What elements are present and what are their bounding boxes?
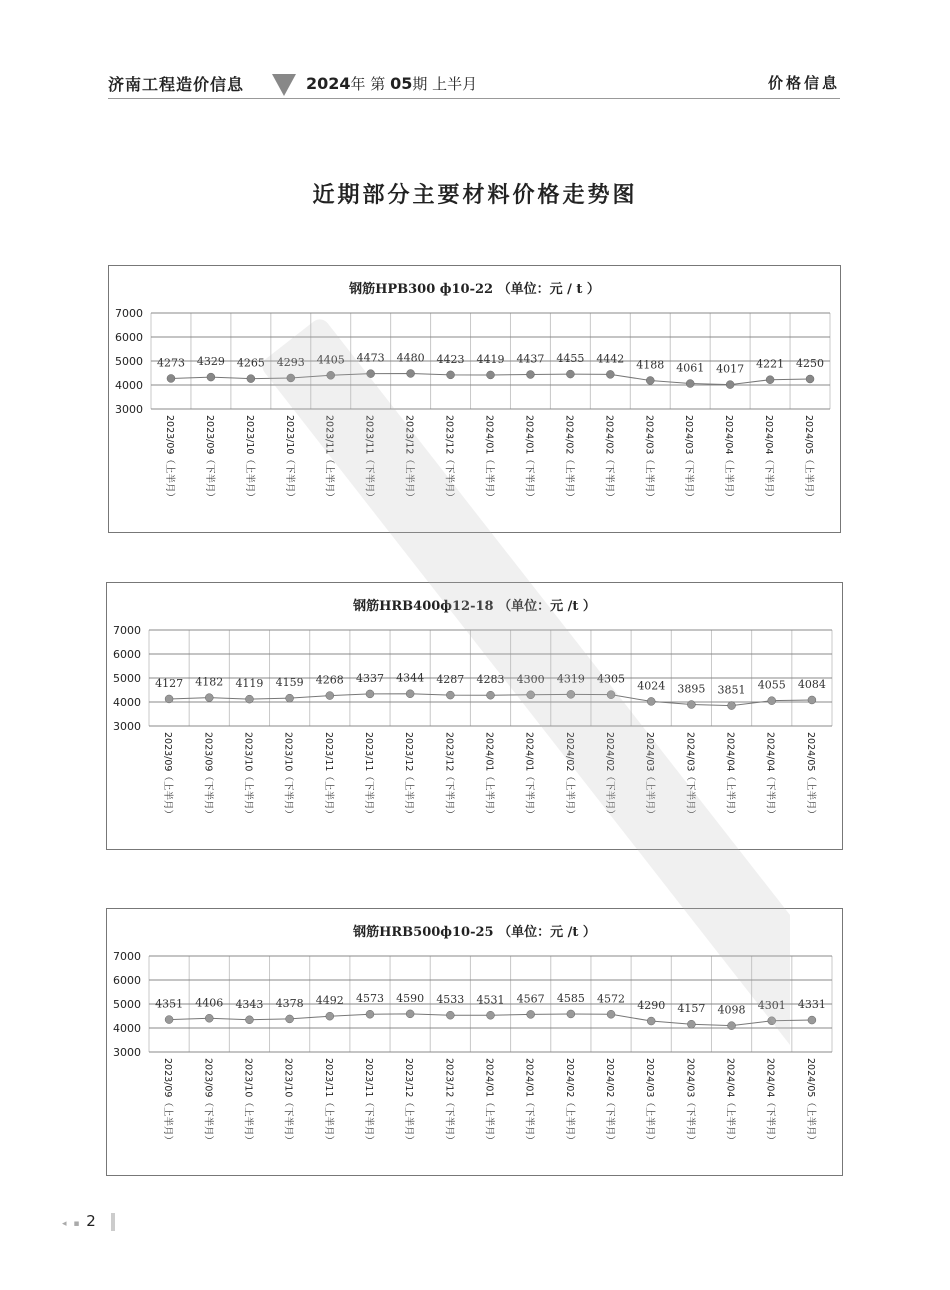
x-tick-label: 2024/02（上半月） [563, 732, 575, 819]
x-tick-label: 2023/10（上半月） [242, 732, 254, 819]
x-tick-label: 2023/09（下半月） [203, 415, 215, 502]
x-tick-label: 2024/03（上半月） [643, 415, 655, 502]
x-tick-label: 2023/09（上半月） [162, 1058, 174, 1145]
data-point [768, 1017, 776, 1025]
data-label: 4221 [756, 357, 785, 371]
data-point [526, 371, 534, 379]
page-title: 近期部分主要材料价格走势图 [312, 182, 638, 208]
x-tick-label: 2024/02（上半月） [563, 1058, 575, 1145]
data-label: 4531 [476, 993, 505, 1007]
data-point [607, 691, 615, 699]
data-point [487, 691, 495, 699]
x-tick-label: 2024/03（上半月） [644, 1058, 656, 1145]
x-tick-label: 2024/04（下半月） [763, 415, 775, 502]
y-tick-label: 5000 [113, 998, 141, 1011]
x-tick-label: 2023/11（下半月） [362, 732, 374, 819]
data-point [687, 701, 695, 709]
data-label: 4331 [797, 998, 826, 1012]
data-label: 4188 [636, 358, 665, 372]
data-label: 4329 [196, 355, 225, 369]
y-tick-label: 7000 [115, 307, 143, 320]
data-label: 4423 [436, 352, 465, 366]
data-label: 4585 [556, 991, 585, 1005]
data-point [447, 371, 455, 379]
x-tick-label: 2024/05（上半月） [803, 415, 815, 502]
data-point [607, 1010, 615, 1018]
data-point [406, 690, 414, 698]
data-point [808, 696, 816, 704]
x-tick-label: 2023/11（上半月） [323, 415, 335, 502]
data-point [646, 376, 654, 384]
x-tick-label: 2024/01（下半月） [523, 732, 535, 819]
x-tick-label: 2023/12（下半月） [443, 732, 455, 819]
data-point [247, 375, 255, 383]
y-tick-label: 3000 [113, 1046, 141, 1059]
issue-info [306, 73, 477, 94]
data-label: 4405 [316, 353, 345, 367]
data-point [766, 376, 774, 384]
data-point [165, 1016, 173, 1024]
y-tick-label: 3000 [113, 720, 141, 733]
data-point [207, 373, 215, 381]
y-tick-label: 5000 [113, 672, 141, 685]
data-label: 4572 [597, 992, 626, 1006]
x-tick-label: 2024/01（上半月） [483, 1058, 495, 1145]
data-point [205, 694, 213, 702]
data-point [686, 380, 694, 388]
data-label: 3895 [677, 682, 706, 696]
data-point [527, 1010, 535, 1018]
data-point [768, 697, 776, 705]
data-label: 4098 [717, 1003, 746, 1017]
data-label: 4442 [596, 352, 625, 366]
data-point [808, 1016, 816, 1024]
data-point [167, 374, 175, 382]
x-tick-label: 2023/11（上半月） [322, 732, 334, 819]
x-tick-label: 2023/09（上半月） [163, 415, 175, 502]
data-label: 4119 [235, 677, 264, 691]
data-label: 4437 [516, 352, 545, 366]
data-label: 4283 [476, 673, 505, 687]
y-tick-label: 6000 [113, 648, 141, 661]
data-label: 4182 [195, 675, 224, 689]
chart-hrb400 [106, 582, 843, 850]
data-label: 4024 [637, 679, 666, 693]
y-tick-label: 4000 [115, 379, 143, 392]
x-tick-label: 2024/02（下半月） [603, 415, 615, 502]
issue-suffix: 期 上半月 [412, 75, 478, 93]
x-tick-label: 2023/11（下半月） [362, 1058, 374, 1145]
x-tick-label: 2023/12（上半月） [403, 415, 415, 502]
x-tick-label: 2024/03（下半月） [683, 415, 695, 502]
x-tick-label: 2023/09（下半月） [202, 732, 214, 819]
x-tick-label: 2023/10（下半月） [283, 415, 295, 502]
triangle-icon [272, 74, 296, 96]
data-label: 4337 [355, 671, 384, 685]
y-tick-label: 4000 [113, 1022, 141, 1035]
chart-title: 钢筋HRB500ф10-25 （单位：元 /t ） [353, 925, 596, 940]
data-label: 4319 [556, 672, 585, 686]
data-point [407, 369, 415, 377]
x-tick-label: 2024/03（下半月） [684, 732, 696, 819]
x-tick-label: 2024/04（上半月） [724, 1058, 736, 1145]
chart-svg [107, 909, 842, 1175]
data-label: 4157 [677, 1002, 706, 1016]
data-label: 4017 [716, 362, 745, 376]
x-tick-label: 2024/03（上半月） [644, 732, 656, 819]
data-point [327, 371, 335, 379]
y-tick-label: 7000 [113, 624, 141, 637]
data-point [606, 370, 614, 378]
page-header [108, 68, 840, 100]
data-point [726, 381, 734, 389]
data-point [527, 691, 535, 699]
x-tick-label: 2023/09（下半月） [202, 1058, 214, 1145]
chart-title: 钢筋HRB400ф12-18 （单位：元 /t ） [353, 599, 596, 614]
x-tick-label: 2023/10（下半月） [282, 1058, 294, 1145]
chart-hpb300 [108, 265, 841, 533]
y-tick-label: 4000 [113, 696, 141, 709]
x-tick-label: 2024/01（上半月） [483, 415, 495, 502]
data-label: 4351 [155, 997, 184, 1011]
y-tick-label: 5000 [115, 355, 143, 368]
data-point [567, 1010, 575, 1018]
issue-year: 2024 [306, 74, 351, 93]
data-label: 4061 [676, 361, 705, 375]
data-label: 4573 [355, 992, 384, 1006]
data-point [728, 702, 736, 710]
x-tick-label: 2024/04（上半月） [724, 732, 736, 819]
header-divider [108, 98, 840, 99]
data-point [366, 1010, 374, 1018]
footer-bar [111, 1213, 115, 1231]
data-point [245, 1016, 253, 1024]
issue-year-suffix: 年 第 [350, 75, 386, 93]
data-label: 4290 [637, 999, 666, 1013]
data-label: 4159 [275, 676, 304, 690]
issue-number: 05 [390, 74, 413, 93]
data-label: 4567 [516, 992, 545, 1006]
data-label: 4055 [757, 678, 786, 692]
x-tick-label: 2024/01（下半月） [523, 1058, 535, 1145]
data-label: 4533 [436, 993, 465, 1007]
x-tick-label: 2024/04（下半月） [764, 732, 776, 819]
data-label: 4406 [195, 996, 224, 1010]
data-label: 3851 [717, 683, 746, 697]
chart-hrb500 [106, 908, 843, 1176]
data-label: 4127 [155, 676, 184, 690]
x-tick-label: 2023/12（下半月） [443, 415, 455, 502]
x-tick-label: 2023/10（上半月） [243, 415, 255, 502]
data-label: 4473 [356, 351, 385, 365]
data-point [286, 1015, 294, 1023]
x-tick-label: 2024/02（上半月） [563, 415, 575, 502]
data-point [326, 692, 334, 700]
data-label: 4084 [797, 677, 826, 691]
x-tick-label: 2024/05（上半月） [804, 732, 816, 819]
x-tick-label: 2023/11（上半月） [322, 1058, 334, 1145]
chart-svg [107, 583, 842, 849]
x-tick-label: 2023/10（下半月） [282, 732, 294, 819]
data-point [326, 1012, 334, 1020]
data-point [366, 690, 374, 698]
data-label: 4273 [156, 356, 185, 370]
data-point [367, 370, 375, 378]
x-tick-label: 2023/09（上半月） [162, 732, 174, 819]
data-label: 4287 [436, 673, 465, 687]
page-number: 2 [86, 1212, 96, 1230]
x-tick-label: 2024/01（上半月） [483, 732, 495, 819]
data-label: 4293 [276, 355, 305, 369]
data-point [286, 694, 294, 702]
data-point [165, 695, 173, 703]
data-label: 4265 [236, 356, 265, 370]
y-tick-label: 7000 [113, 950, 141, 963]
y-tick-label: 6000 [113, 974, 141, 987]
data-label: 4492 [315, 994, 344, 1008]
data-label: 4455 [556, 352, 585, 366]
x-tick-label: 2024/04（上半月） [723, 415, 735, 502]
x-tick-label: 2024/01（下半月） [523, 415, 535, 502]
data-label: 4344 [396, 671, 425, 685]
x-tick-label: 2024/02（下半月） [604, 732, 616, 819]
footer-dots-icon: ◂ ▪ [62, 1219, 82, 1229]
x-tick-label: 2024/02（下半月） [604, 1058, 616, 1145]
data-point [728, 1022, 736, 1030]
x-tick-label: 2023/10（上半月） [242, 1058, 254, 1145]
y-tick-label: 3000 [115, 403, 143, 416]
x-tick-label: 2023/12（上半月） [403, 732, 415, 819]
data-label: 4301 [757, 998, 786, 1012]
data-point [205, 1014, 213, 1022]
data-point [446, 691, 454, 699]
data-point [245, 695, 253, 703]
x-tick-label: 2023/11（下半月） [363, 415, 375, 502]
data-label: 4419 [476, 352, 505, 366]
data-point [446, 1011, 454, 1019]
x-tick-label: 2024/03（下半月） [684, 1058, 696, 1145]
y-tick-label: 6000 [115, 331, 143, 344]
data-point [687, 1020, 695, 1028]
data-label: 4305 [597, 672, 626, 686]
page-footer [62, 1212, 115, 1231]
x-tick-label: 2024/05（上半月） [804, 1058, 816, 1145]
data-point [647, 1017, 655, 1025]
data-point [287, 374, 295, 382]
data-label: 4343 [235, 997, 264, 1011]
x-tick-label: 2023/12（下半月） [443, 1058, 455, 1145]
data-point [487, 371, 495, 379]
data-point [647, 697, 655, 705]
data-label: 4250 [796, 357, 825, 370]
data-point [806, 375, 814, 383]
data-label: 4590 [396, 991, 425, 1005]
chart-svg [109, 266, 840, 532]
x-tick-label: 2023/12（上半月） [403, 1058, 415, 1145]
data-label: 4480 [396, 351, 425, 365]
data-point [487, 1011, 495, 1019]
data-label: 4268 [315, 673, 344, 687]
chart-title: 钢筋HPB300 ф10-22 （单位：元 / t ） [349, 282, 600, 297]
data-label: 4300 [516, 672, 545, 686]
data-point [566, 370, 574, 378]
data-label: 4378 [275, 996, 304, 1010]
publication-name: 济南工程造价信息 [108, 75, 245, 94]
section-name: 价格信息 [767, 74, 840, 92]
x-tick-label: 2024/04（下半月） [764, 1058, 776, 1145]
data-point [406, 1010, 414, 1018]
data-point [567, 690, 575, 698]
